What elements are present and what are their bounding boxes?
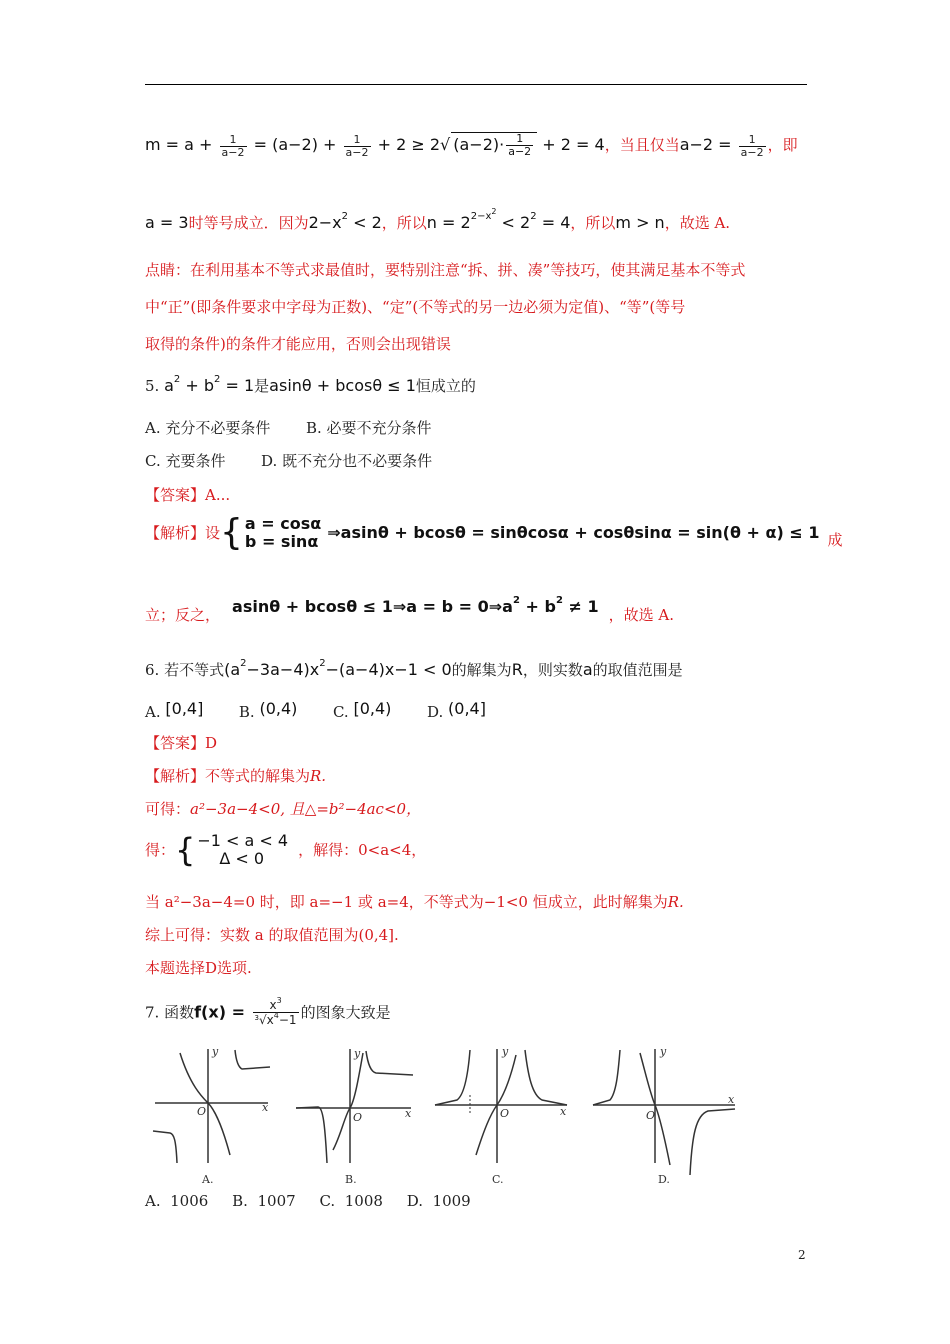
- q5-answer: 【答案】A...: [145, 486, 231, 504]
- brace: {: [175, 831, 196, 869]
- line-m-inequality: [145, 132, 798, 159]
- q6-step-2: 得：{ −1 < a < 4 Δ < 0 ，解得：0<a<4，: [145, 831, 427, 869]
- q6-stem: [145, 660, 683, 680]
- note-line-2: 中“正”(即条件要求中字母为正数)、“定”(不等式的另一边必须为定值)、“等”(等号: [145, 298, 686, 316]
- line-a-equals-3: [145, 207, 731, 233]
- option-d: D. 既不充分也不必要条件: [261, 452, 433, 470]
- header-rule: [145, 84, 807, 85]
- option-d-label: D.: [426, 703, 444, 721]
- option-b-value: (0,4): [259, 699, 298, 718]
- math-inequality: $(a^2-3a-4)x^2-(a-4)x-1 < 0$: [224, 658, 452, 679]
- text-red: ，所以: [381, 214, 427, 232]
- math-cond: a−2 =: [679, 135, 737, 154]
- svg-text:x: x: [560, 1105, 567, 1118]
- q5-analysis: [145, 512, 843, 553]
- q5-stem: [145, 376, 476, 396]
- text-red: 成: [827, 531, 843, 549]
- page-number: 2: [798, 1248, 806, 1262]
- graph-option-d: [590, 1045, 740, 1190]
- svg-text:x: x: [728, 1093, 735, 1106]
- svg-text:O: O: [646, 1109, 656, 1122]
- equation-system: a = cosα b = sinα: [244, 514, 322, 551]
- q6-step-3: 当 a²−3a−4=0 时，即 a=−1 或 a=4，不等式为−1<0 恒成立，此时解集为R.: [145, 893, 684, 911]
- option-a: A. 充分不必要条件: [145, 419, 271, 437]
- q6-step-1: 可得：a²−3a−4<0, 且△=b²−4ac<0，: [145, 800, 422, 818]
- q6-choice: 本题选择D选项.: [145, 959, 252, 977]
- text: 恒成立的: [415, 377, 476, 395]
- option-b-label: B.: [238, 703, 255, 721]
- svg-text:y: y: [354, 1047, 361, 1060]
- q5-options-row-2: [145, 451, 432, 471]
- text-red: ，即: [767, 136, 798, 154]
- q6-options: [145, 699, 486, 722]
- math-f: f(x) =: [194, 1002, 251, 1022]
- note-line-3: 取得的条件)的条件才能应用，否则会出现错误: [145, 335, 451, 353]
- question-number: 5.: [145, 377, 160, 395]
- text: 是: [254, 377, 270, 395]
- q5-options-row-1: [145, 418, 432, 438]
- svg-text:y: y: [502, 1045, 509, 1058]
- math-chain: ⇒asinθ + bcosθ = sinθcosα + cosθsinα = sin(θ + α) ≤ 1: [327, 523, 820, 542]
- math-mn: m > n: [615, 213, 665, 232]
- note-line-1: 点睛：在利用基本不等式求最值时，要特别注意“拆、拼、凑”等技巧，使其满足基本不等式: [145, 261, 746, 279]
- fraction-4: $\frac{1}{a-2}$: [740, 132, 764, 159]
- svg-text:C.: C.: [492, 1173, 504, 1186]
- option-a-value: [0,4]: [165, 699, 204, 718]
- function-fraction: $\frac{x^3}{^3√x^4-1}$: [254, 996, 297, 1027]
- q5-analysis-line-2: [145, 597, 674, 625]
- option-d-value: (0,4]: [448, 699, 486, 718]
- graph-option-b: [293, 1045, 418, 1190]
- text: 的解集为: [451, 661, 512, 679]
- math-eq: = (a−2) +: [248, 135, 342, 154]
- fraction-1: $\frac{1}{a-2}$: [221, 132, 245, 159]
- graph-option-a: [150, 1045, 275, 1190]
- equation-system: −1 < a < 4 Δ < 0: [197, 831, 289, 868]
- fraction-2: $\frac{1}{a-2}$: [345, 132, 369, 159]
- text-red: ，所以: [570, 214, 616, 232]
- text: 的图象大致是: [300, 1003, 391, 1022]
- question-number: 7. 函数: [145, 1003, 195, 1022]
- math-expr: asinθ + bcosθ ≤ 1: [269, 376, 416, 395]
- text: 的取值范围是: [592, 661, 683, 679]
- svg-text:y: y: [660, 1045, 667, 1058]
- option-b: B. 必要不充分条件: [305, 419, 432, 437]
- question-number: 6. 若不等式: [145, 661, 225, 679]
- option-c-value: [0,4): [353, 699, 392, 718]
- math-converse: asinθ + bcosθ ≤ 1⇒a = $b = 0\Rightarrow a^2 + b^2 \ne 1$: [232, 595, 599, 616]
- svg-text:O: O: [197, 1105, 207, 1118]
- text-red: ，当且仅当: [604, 136, 680, 154]
- text-red: ，故选 A.: [608, 606, 674, 624]
- text-red: 【解析】设: [145, 524, 221, 542]
- svg-text:x: x: [405, 1107, 412, 1120]
- svg-text:B.: B.: [345, 1173, 357, 1186]
- sqrt-body: (a−2)· $\frac{1}{a-2}$: [451, 132, 537, 158]
- option-c-label: C.: [332, 703, 349, 721]
- text-red: ，故选 A.: [664, 214, 731, 232]
- svg-text:y: y: [212, 1045, 219, 1058]
- svg-text:D.: D.: [658, 1173, 670, 1186]
- text: ，则实数: [522, 661, 583, 679]
- q6-answer: 【答案】D: [145, 734, 218, 752]
- math-m: m = a +: [145, 135, 218, 154]
- sqrt-sign: √: [440, 135, 451, 154]
- math-ge: + 2 ≥ 2: [372, 135, 441, 154]
- svg-text:O: O: [500, 1107, 510, 1120]
- svg-text:x: x: [262, 1101, 269, 1114]
- math-end: + 2 = 4: [537, 135, 605, 154]
- q6-analysis: 【解析】不等式的解集为R.: [145, 767, 327, 785]
- option-a-label: A.: [145, 703, 161, 721]
- math-a3: a = 3: [145, 213, 189, 232]
- math-a: a: [582, 660, 593, 679]
- text-red: 立；反之，: [145, 606, 221, 624]
- svg-text:O: O: [353, 1111, 363, 1124]
- option-c: C. 充要条件: [145, 452, 226, 470]
- svg-text:A.: A.: [202, 1173, 214, 1186]
- text-red: 时等号成立．因为: [188, 214, 309, 232]
- math-R: R: [511, 660, 523, 679]
- q7-options: A. 1006 B. 1007 C. 1008 D. 1009: [145, 1192, 471, 1210]
- q6-conclusion: 综上可得：实数 a 的取值范围为(0,4].: [145, 926, 399, 944]
- brace: {: [220, 512, 243, 553]
- math-ab: $a^2 + b^2 = 1$: [164, 374, 255, 395]
- graph-option-c: [432, 1045, 572, 1190]
- q7-stem: [145, 998, 391, 1027]
- math-n: $n = 2^{2-x^2} < 2^2 = 4$: [426, 207, 571, 232]
- math-ineq: $2-x^2 < 2$: [308, 211, 382, 232]
